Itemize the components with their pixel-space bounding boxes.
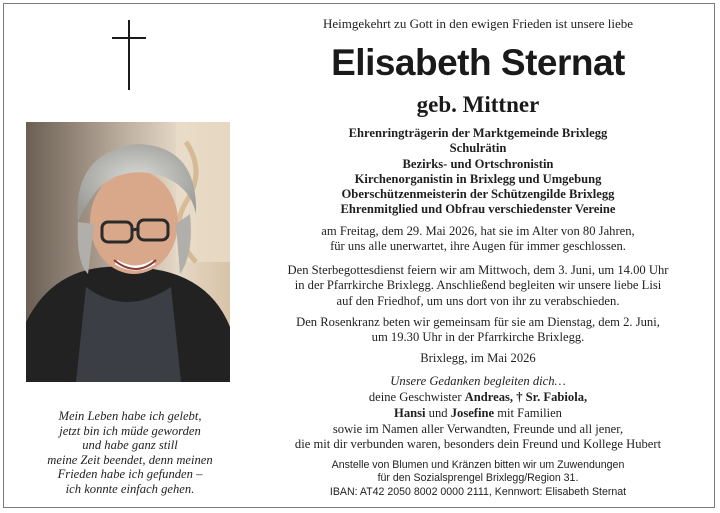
mourners-line-1: deine Geschwister Andreas, † Sr. Fabiola, bbox=[368, 390, 588, 404]
honorary-titles bbox=[248, 126, 708, 218]
text-line: Den Rosenkranz beten wir gemeinsam für sie am Dienstag, dem 2. Juni, bbox=[296, 315, 660, 329]
death-paragraph bbox=[248, 224, 708, 255]
birth-name: geb. Mittner bbox=[416, 92, 540, 117]
text-line: für den Sozialsprengel Brixlegg/Region 31. bbox=[377, 472, 579, 485]
intro-line: Heimgekehrt zu Gott in den ewigen Frieden ist unsere liebe bbox=[322, 16, 634, 31]
poem-line: und habe ganz still bbox=[82, 438, 178, 453]
poem-line: jetzt bin ich müde geworden bbox=[59, 423, 201, 438]
donation-note bbox=[248, 459, 708, 499]
text-line: am Freitag, dem 29. Mai 2026, hat sie im Alter von 80 Jahren, bbox=[321, 224, 635, 238]
rosary-paragraph bbox=[248, 315, 708, 346]
title-line: Schulrätin bbox=[449, 141, 507, 156]
title-line: Oberschützenmeisterin der Schützengilde Brixlegg bbox=[341, 187, 615, 202]
text-line: Den Sterbegottesdienst feiern wir am Mittwoch, dem 3. Juni, um 14.00 Uhr bbox=[287, 263, 669, 277]
portrait-photo bbox=[26, 122, 230, 382]
thoughts-line: Unsere Gedanken begleiten dich… bbox=[390, 374, 566, 388]
poem-line: Mein Leben habe ich gelebt, bbox=[58, 409, 202, 423]
text-line: in der Pfarrkirche Brixlegg. Anschließend begleiten wir unsere liebe Lisi bbox=[294, 278, 662, 293]
iban-line: IBAN: AT42 2050 8002 0000 2111, Kennwort: Elisabeth Sternat bbox=[329, 485, 627, 498]
poem-line: meine Zeit beendet, denn meinen bbox=[47, 452, 213, 467]
deceased-name: Elisabeth Sternat bbox=[331, 42, 625, 83]
poem bbox=[30, 409, 230, 497]
text-line: auf den Friedhof, um uns dort von ihr zu verabschieden. bbox=[336, 293, 620, 308]
poem-line: ich konnte einfach gehen. bbox=[65, 481, 195, 496]
cross-icon bbox=[112, 20, 146, 90]
mourners-line-3: sowie im Namen aller Verwandten, Freunde und all jener, bbox=[332, 421, 624, 436]
title-line: Kirchenorganistin in Brixlegg und Umgebung bbox=[354, 171, 602, 186]
title-line: Ehrenmitglied und Obfrau verschiedenster Vereine bbox=[340, 202, 616, 217]
mourners-line-2: Hansi und Josefine mit Familien bbox=[394, 405, 562, 420]
mourners bbox=[248, 390, 708, 453]
title-line: Bezirks- und Ortschronistin bbox=[402, 156, 554, 171]
funeral-paragraph bbox=[248, 263, 708, 309]
text-line: um 19.30 Uhr in der Pfarrkirche Brixlegg. bbox=[371, 330, 585, 345]
text-line: für uns alle unerwartet, ihre Augen für immer geschlossen. bbox=[330, 239, 626, 254]
title-line: Ehrenringträgerin der Marktgemeinde Brixlegg bbox=[348, 126, 608, 140]
place-date: Brixlegg, im Mai 2026 bbox=[420, 351, 536, 365]
text-line: Anstelle von Blumen und Kränzen bitten wir um Zuwendungen bbox=[331, 459, 625, 471]
mourners-line-4: die mit dir verbunden waren, besonders dein Freund und Kollege Hubert bbox=[294, 437, 662, 452]
poem-line: Frieden habe ich gefunden – bbox=[57, 467, 203, 482]
